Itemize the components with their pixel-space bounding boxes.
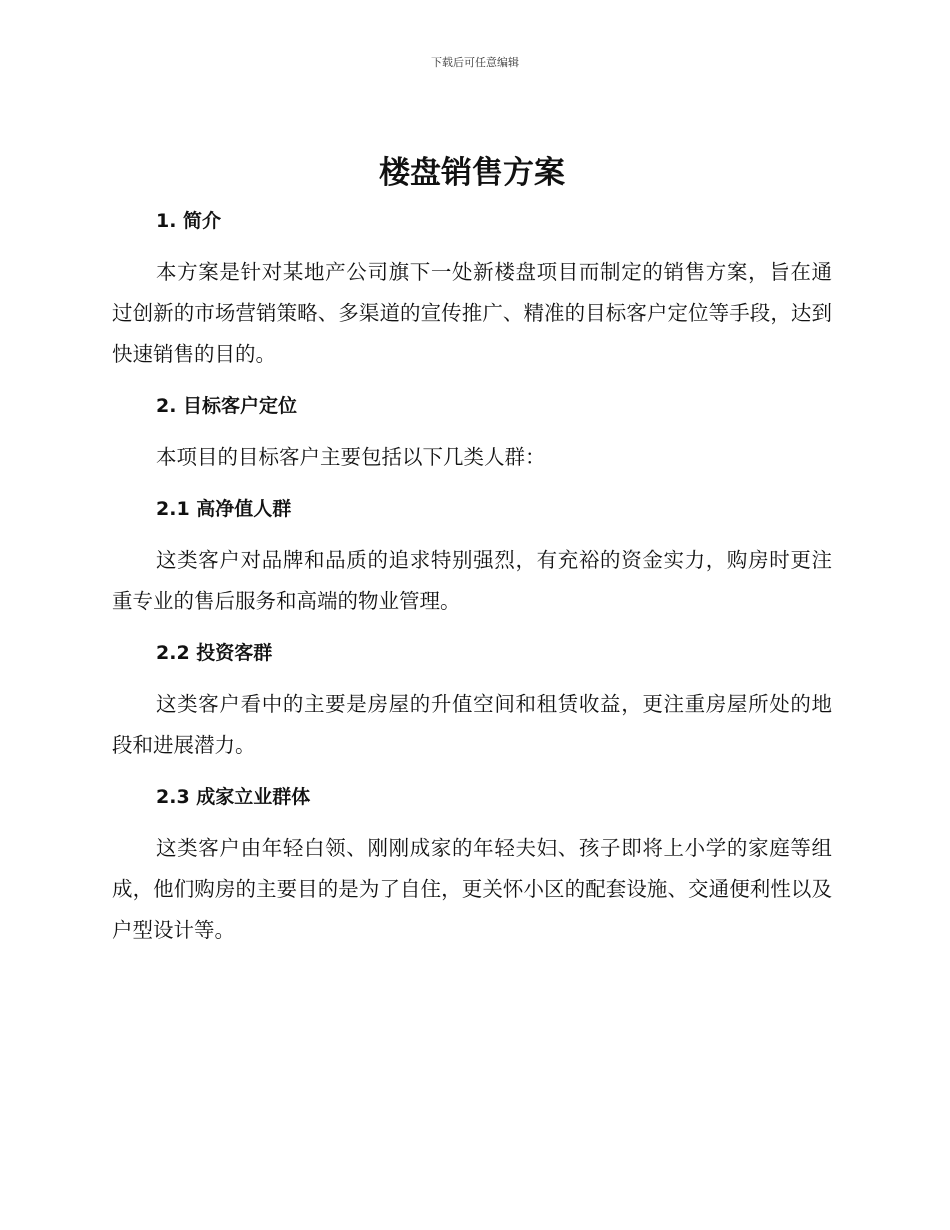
section-heading-high-net-worth: 2.1 高净值人群 xyxy=(156,498,292,520)
section-paragraph-families: 这类客户由年轻白领、刚刚成家的年轻夫妇、孩子即将上小学的家庭等组成，他们购房的主要目的是为了自住，更关怀小区的配套设施、交通便利性以及户型设计等。 xyxy=(112,836,832,942)
section-paragraph-high-net-worth: 这类客户对品牌和品质的追求特别强烈，有充裕的资金实力，购房时更注重专业的售后服务和高端的物业管理。 xyxy=(112,548,832,613)
section-heading-target-customers: 2. 目标客户定位 xyxy=(156,395,298,417)
document-body xyxy=(112,146,832,961)
section-paragraph-intro: 本方案是针对某地产公司旗下一处新楼盘项目而制定的销售方案，旨在通过创新的市场营销策略、多渠道的宣传推广、精准的目标客户定位等手段，达到快速销售的目的。 xyxy=(112,260,832,366)
section-heading-investors: 2.2 投资客群 xyxy=(156,642,273,664)
section-paragraph-investors: 这类客户看中的主要是房屋的升值空间和租赁收益，更注重房屋所处的地段和进展潜力。 xyxy=(112,692,832,757)
section-heading-families: 2.3 成家立业群体 xyxy=(156,786,311,808)
document-title: 楼盘销售方案 xyxy=(379,155,565,191)
section-heading-intro: 1. 简介 xyxy=(156,210,222,232)
section-paragraph-target-customers: 本项目的目标客户主要包括以下几类人群： xyxy=(156,445,546,469)
header-note: 下载后可任意编辑 xyxy=(431,56,519,69)
